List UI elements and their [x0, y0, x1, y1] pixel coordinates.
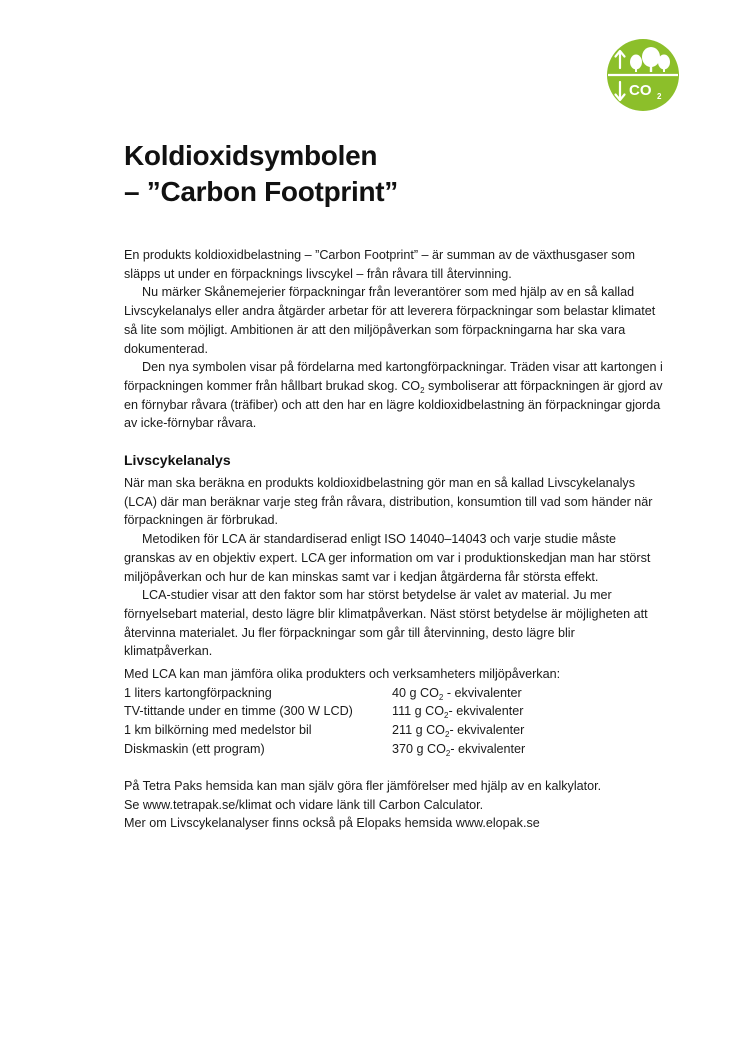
- footer-line-3: Mer om Livscykelanalyser finns också på Elopaks hemsida www.elopak.se: [124, 816, 540, 831]
- comparison-row: [124, 702, 664, 721]
- intro-paragraph-3: Den nya symbolen visar på fördelarna med kartongförpackningar. Träden visar att kartongen i förpackningen kommer från hållbart brukad skog. $CO_2$ symboliserar att förpackningen är gjord av en förnybar råvara (träfiber) och att den har en lägre koldioxidbelastning än förpackningar gjorda av icke-förnybar råvara.: [124, 360, 663, 431]
- svg-text:2: 2: [657, 92, 662, 101]
- footer-section: [124, 777, 664, 833]
- comparison-value: 370 g $CO_2-$ ekvivalenter: [392, 741, 526, 758]
- comparison-label: 1 km bilkörning med medelstor bil: [124, 723, 312, 738]
- svg-text:CO: CO: [629, 82, 652, 99]
- intro-paragraph-2: Nu märker Skånemejerier förpackningar från leverantörer som med hjälp av en så kallad Livscykelanalys eller andra åtgärder arbetar för att leverera förpackningar som belastar klimatet så lite som möjligt. Ambitionen är att den miljöpåverkan som förpackningarna har ska vara dokumenterad.: [124, 285, 656, 356]
- comparison-row: [124, 740, 664, 759]
- comparison-intro: Med LCA kan man jämföra olika produkters och verksamheters miljöpåverkan:: [124, 667, 561, 681]
- page-title: [124, 138, 398, 210]
- intro-paragraph-1: En produkts koldioxidbelastning – ”Carbon Footprint” – är summan av de växthusgaser som släpps ut under en förpacknings livscykel – från råvara till återvinning.: [124, 248, 636, 281]
- lca-section: [124, 474, 664, 661]
- intro-section: [124, 246, 664, 433]
- comparison-label: 1 liters kartongförpackning: [124, 685, 272, 700]
- lca-paragraph-3: LCA-studier visar att den faktor som har störst betydelse är valet av material. Ju mer förnyelsebart material, desto lägre blir klimatpåverkan. Näst störst betydelse är möjligheten att återvinna materialet. Ju fler förpackningar som går till återvinning, desto lägre blir klimatpåverkan.: [124, 588, 648, 659]
- title-line-2: – ”Carbon Footprint”: [124, 176, 398, 207]
- comparison-label: TV-tittande under en timme (300 W LCD): [124, 704, 353, 719]
- comparison-section: [124, 665, 664, 758]
- section-heading-lca: Livscykelanalys: [124, 452, 231, 468]
- comparison-row: [124, 684, 664, 703]
- comparison-row: [124, 721, 664, 740]
- comparison-value: 211 g $CO_2-$ ekvivalenter: [392, 723, 525, 740]
- comparison-value: 111 g $CO_2-$ ekvivalenter: [392, 704, 524, 721]
- footer-line-1: På Tetra Paks hemsida kan man själv göra fler jämförelser med hjälp av en kalkylator.: [124, 779, 602, 793]
- tree-co2-down-icon: [606, 38, 680, 112]
- comparison-label: Diskmaskin (ett program): [124, 741, 265, 756]
- lca-paragraph-2: Metodiken för LCA är standardiserad enligt ISO 14040–14043 och varje studie måste granskas av en objektiv expert. LCA ger information om var i produktionskedjan man har störst miljöpåverkan och hur de kan minskas samt var i kedjan åtgärderna får största effekt.: [124, 532, 651, 584]
- title-line-1: Koldioxidsymbolen: [124, 140, 378, 171]
- comparison-value: 40 g $CO_2$ - ekvivalenter: [392, 685, 522, 702]
- lca-paragraph-1: När man ska beräkna en produkts koldioxidbelastning gör man en så kallad Livscykelanalys (LCA) där man beräknar varje steg från råvara, distribution, konsumtion till vad som händer när förpackningen är förbrukad.: [124, 476, 653, 528]
- footer-line-2: Se www.tetrapak.se/klimat och vidare länk till Carbon Calculator.: [124, 797, 484, 812]
